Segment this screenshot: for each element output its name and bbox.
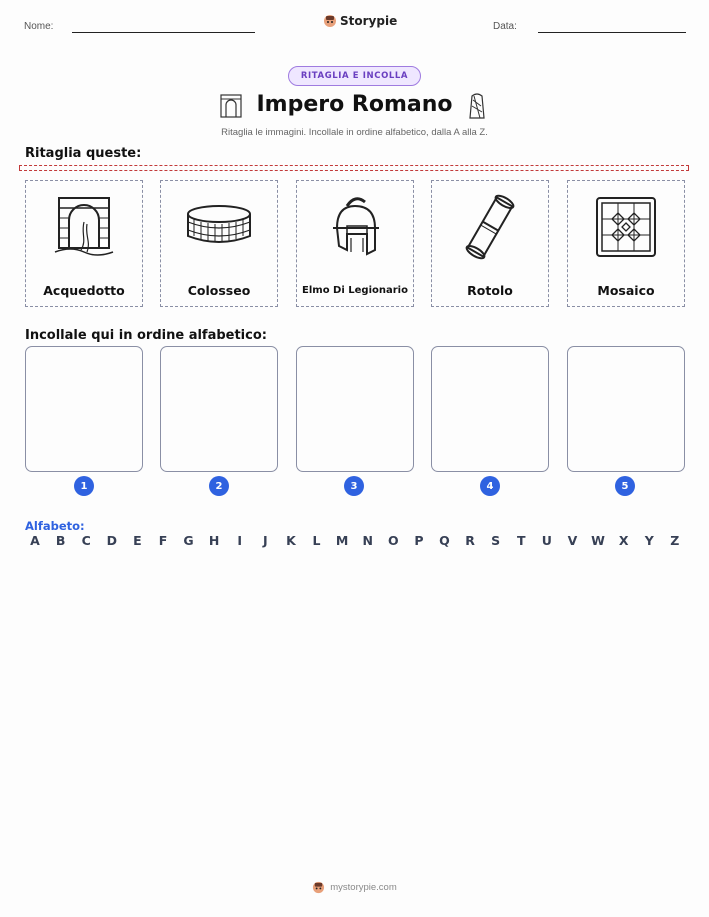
- footer: [0, 881, 709, 894]
- paste-box-4[interactable]: [431, 346, 549, 472]
- alphabet-letter: B: [55, 533, 66, 548]
- footer-url[interactable]: mystorypie.com: [330, 882, 397, 893]
- alphabet-letter: X: [618, 533, 629, 548]
- card-label: Rotolo: [467, 283, 513, 298]
- storypie-mascot-icon: [323, 14, 337, 28]
- alphabet-letter: K: [286, 533, 296, 548]
- alphabet-letter: R: [465, 533, 475, 548]
- alphabet-letter: C: [81, 533, 91, 548]
- cut-heading: Ritaglia queste:: [25, 146, 142, 161]
- alphabet-letter: W: [591, 533, 605, 548]
- paste-heading: Incollale qui in ordine alfabetico:: [25, 328, 267, 343]
- toga-icon: [466, 92, 488, 120]
- alphabet-letter: D: [106, 533, 117, 548]
- paste-box-5[interactable]: [567, 346, 685, 472]
- alphabet-letter: V: [567, 533, 578, 548]
- name-label: Nome:: [24, 21, 54, 32]
- alphabet-letter: H: [208, 533, 220, 548]
- brand-logo: [323, 14, 397, 28]
- alphabet-letter: F: [158, 533, 168, 548]
- number-badge-4: 4: [480, 476, 500, 496]
- cut-card-colosseum[interactable]: [160, 180, 278, 307]
- aqueduct-icon: [51, 194, 117, 260]
- brand-name: Storypie: [340, 14, 398, 28]
- alphabet-letter: P: [414, 533, 424, 548]
- number-badge-1: 1: [74, 476, 94, 496]
- alphabet-letter: U: [541, 533, 552, 548]
- alphabet-letter: Q: [439, 533, 450, 548]
- paste-box-2[interactable]: [160, 346, 278, 472]
- alphabet-letter: O: [387, 533, 399, 548]
- alphabet-letter: G: [183, 533, 194, 548]
- colosseum-icon: [184, 202, 254, 252]
- paste-box-1[interactable]: [25, 346, 143, 472]
- alphabet-letter: T: [517, 533, 526, 548]
- cut-card-helmet[interactable]: [296, 180, 414, 307]
- date-line[interactable]: [538, 32, 686, 33]
- number-badge-3: 3: [344, 476, 364, 496]
- alphabet-letter: L: [312, 533, 321, 548]
- alphabet-title: Alfabeto:: [25, 519, 85, 533]
- legionary-helmet-icon: [327, 192, 383, 262]
- name-line[interactable]: [72, 32, 255, 33]
- cut-card-aqueduct[interactable]: [25, 180, 143, 307]
- scroll-icon: [465, 192, 515, 262]
- alphabet-letter: Y: [644, 533, 654, 548]
- paste-box-3[interactable]: [296, 346, 414, 472]
- number-badge-5: 5: [615, 476, 635, 496]
- alphabet-letter: E: [133, 533, 142, 548]
- storypie-mascot-icon: [312, 881, 325, 894]
- instructions: Ritaglia le immagini. Incollale in ordine alfabetico, dalla A alla Z.: [221, 127, 488, 138]
- alphabet-row: [25, 533, 685, 548]
- card-label: Colosseo: [187, 283, 251, 298]
- cut-line: [19, 165, 689, 171]
- number-badge-2: 2: [209, 476, 229, 496]
- card-label: Mosaico: [597, 283, 655, 298]
- alphabet-letter: N: [362, 533, 373, 548]
- alphabet-letter: J: [263, 533, 268, 548]
- alphabet-letter: Z: [670, 533, 680, 548]
- activity-badge: RITAGLIA E INCOLLA: [288, 66, 421, 86]
- alphabet-letter: S: [491, 533, 501, 548]
- card-label: Elmo Di Legionario: [302, 285, 408, 296]
- page-title: Impero Romano: [256, 92, 453, 117]
- card-label: Acquedotto: [43, 283, 125, 298]
- cut-card-scroll[interactable]: [431, 180, 549, 307]
- alphabet-letter: A: [30, 533, 40, 548]
- mosaic-icon: [595, 196, 657, 258]
- date-label: Data:: [493, 21, 517, 32]
- alphabet-letter: I: [237, 533, 243, 548]
- alphabet-letter: M: [335, 533, 349, 548]
- cut-card-mosaic[interactable]: [567, 180, 685, 307]
